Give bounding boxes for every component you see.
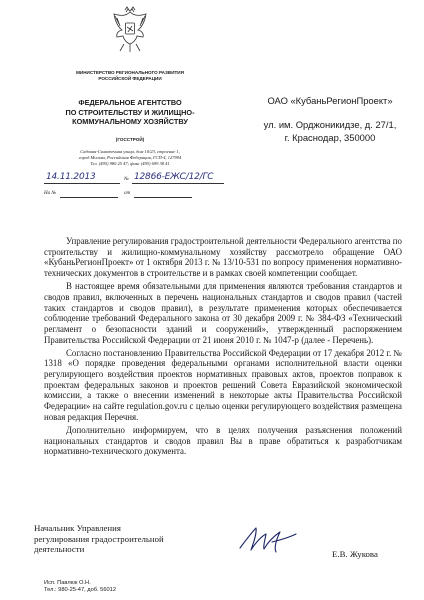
registration-date: 14.11.2013 xyxy=(46,172,96,182)
reply-from-label: от xyxy=(124,191,131,196)
agency-line: КОММУНАЛЬНОМУ ХОЗЯЙСТВУ xyxy=(72,117,188,126)
agency-line: ПО СТРОИТЕЛЬСТВУ И ЖИЛИЩНО- xyxy=(65,107,195,117)
body-paragraph: Согласно постановлению Правительства Российской Федерации от 17 декабря 2012 г. № 1318 «О порядке проведения федеральными органами исполнительной власти оценки регулирующего воздействия проектов нормативных правовых актов, проектов поправок к проектам федеральных законов и проектов решений Совета Евразийской экономической комиссии, а также о внесении изменений в некоторые акты Правительства Российской Федерации» на сайте regulation.gov.ru с целью оценки регулирующего воздействия размещена новая редакция Перечня. xyxy=(44,347,402,422)
number-sign: № xyxy=(124,177,129,182)
agency-contacts xyxy=(30,149,230,167)
agency-name xyxy=(30,98,230,127)
signatory-title-line: Начальник Управления xyxy=(34,523,121,533)
signatory-title-line: деятельности xyxy=(34,544,85,555)
reply-reference-line xyxy=(44,188,224,200)
ministry-line: МИНИСТЕРСТВО РЕГИОНАЛЬНОГО РАЗВИТИЯ xyxy=(76,70,184,75)
registration-line xyxy=(44,172,224,185)
registration-number: 12866-ЕЖС/12/ГС xyxy=(134,172,214,182)
body-paragraph: Дополнительно информируем, что в целях получения разъяснения положений национальных стандартов и сводов правил Вы в праве обратиться к разработчикам нормативно-технического документа. xyxy=(44,424,402,457)
body-paragraph: Управление регулирования градостроительной деятельности Федерального агентства по строительству и жилищно-коммунальному хозяйству рассмотрело обращение ОАО «КубаньРегионПроект» от 1 октября 2013 г. № 13/10-531 по вопросу применения нормативно-технических документов в строительстве и в рамках своей компетенции сообщает. xyxy=(44,236,402,279)
signatory-name: Е.В. Жукова xyxy=(332,549,378,559)
handwritten-signature xyxy=(236,522,298,556)
phone-line: Тел. (495) 980 25 47; факс (495) 699 38 41 xyxy=(90,161,170,166)
address-line: Садовая-Самотечная улица, дом 10/23, строение 1, xyxy=(80,149,180,154)
reply-label: На № xyxy=(44,191,57,196)
agency-abbreviation: (ГОССТРОЙ) xyxy=(115,137,145,142)
russian-coat-of-arms-icon xyxy=(108,6,152,54)
recipient-address-line: ул. им. Орджоникидзе, д. 27/1, xyxy=(263,119,397,130)
signatory-title xyxy=(34,523,194,555)
ministry-name xyxy=(30,70,230,82)
recipient-block xyxy=(260,94,400,144)
executor-name: Исп. Павлюк О.Н. xyxy=(44,580,91,586)
agency-line: ФЕДЕРАЛЬНОЕ АГЕНТСТВО xyxy=(78,98,182,107)
body-paragraph: В настоящее время обязательными для применения являются требования стандартов и сводов правил, включенных в перечень национальных стандартов и сводов правил (частей таких стандартов и сводов правил), в результате применения которых обеспечивается соблюдение требований Федерального закона от 30 декабря 2009 г. № 384-ФЗ «Технический регламент о безопасности зданий и сооружений», утвержденный распоряжением Правительства Российской Федерации от 21 июня 2010 г. № 1047-р (далее - Перечень). xyxy=(44,281,402,345)
letter-body xyxy=(44,236,402,459)
ministry-line: РОССИЙСКОЙ ФЕДЕРАЦИИ xyxy=(98,76,162,81)
recipient-name: ОАО «КубаньРегионПроект» xyxy=(267,95,393,106)
signatory-title-line: регулирования градостроительной xyxy=(34,533,164,544)
executor-phone: Тел.: 980-25-47, доб. 56012 xyxy=(44,587,116,594)
recipient-address-line: г. Краснодар, 350000 xyxy=(284,132,376,143)
address-line: город Москва, Российская Федерация, ГСП-4, 127994 xyxy=(78,155,182,160)
executor-info xyxy=(44,580,116,594)
